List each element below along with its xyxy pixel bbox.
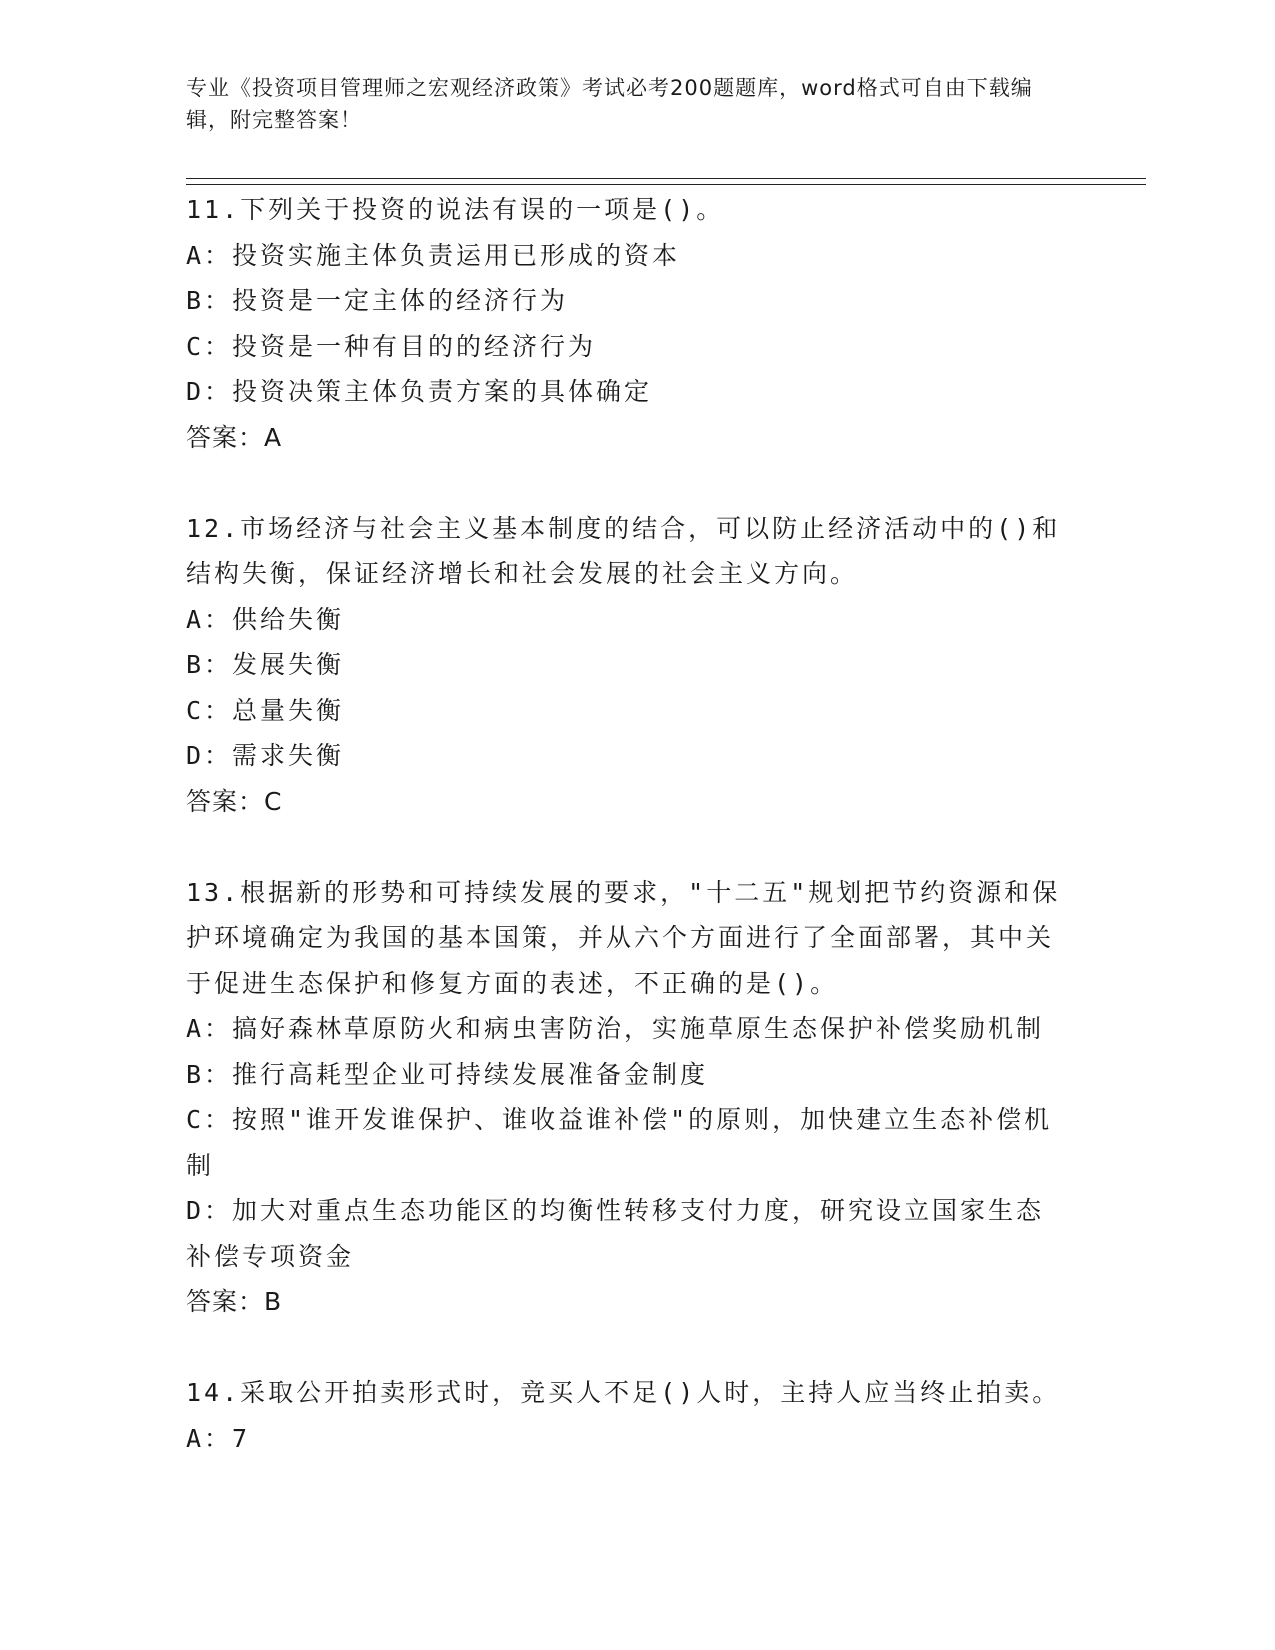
question-14 bbox=[186, 1370, 1071, 1461]
question-text: 13.根据新的形势和可持续发展的要求，"十二五"规划把节约资源和保护环境确定为我国的基本国策，并从六个方面进行了全面部署，其中关于促进生态保护和修复方面的表述，不正确的是()。 bbox=[186, 877, 1061, 998]
header-intro: 专业《投资项目管理师之宏观经济政策》考试必考200题题库，word格式可自由下载编辑，附完整答案！ bbox=[186, 76, 1033, 132]
option-c: C：按照"谁开发谁保护、谁收益谁补偿"的原则，加快建立生态补偿机制 bbox=[186, 1105, 1053, 1180]
option-d: D：加大对重点生态功能区的均衡性转移支付力度，研究设立国家生态补偿专项资金 bbox=[186, 1196, 1045, 1271]
option-a: A：搞好森林草原防火和病虫害防治，实施草原生态保护补偿奖励机制 bbox=[186, 1014, 1045, 1043]
question-13 bbox=[186, 870, 1071, 1325]
document-header bbox=[186, 72, 1066, 136]
option-b: B：投资是一定主体的经济行为 bbox=[186, 286, 569, 315]
answer-line: 答案：A bbox=[186, 422, 283, 452]
option-d: D：投资决策主体负责方案的具体确定 bbox=[186, 377, 653, 406]
question-list bbox=[186, 187, 1071, 1507]
question-text: 12.市场经济与社会主义基本制度的结合，可以防止经济活动中的()和结构失衡，保证经济增长和社会发展的社会主义方向。 bbox=[186, 513, 1061, 588]
question-11 bbox=[186, 187, 1071, 460]
answer-line: 答案：C bbox=[186, 786, 283, 816]
option-c: C：总量失衡 bbox=[186, 695, 345, 725]
option-c: C：投资是一种有目的的经济行为 bbox=[186, 331, 597, 361]
option-b: B：发展失衡 bbox=[186, 650, 345, 679]
option-a: A：供给失衡 bbox=[186, 604, 345, 634]
option-a: A：7 bbox=[186, 1423, 251, 1453]
question-12 bbox=[186, 506, 1071, 825]
answer-line: 答案：B bbox=[186, 1287, 283, 1316]
option-b: B：推行高耗型企业可持续发展准备金制度 bbox=[186, 1059, 709, 1089]
question-text: 14.采取公开拍卖形式时，竞买人不足()人时，主持人应当终止拍卖。 bbox=[186, 1378, 1061, 1407]
question-text: 11.下列关于投资的说法有误的一项是()。 bbox=[186, 195, 725, 224]
option-d: D：需求失衡 bbox=[186, 741, 345, 770]
header-divider-bottom bbox=[186, 184, 1146, 185]
header-divider-top bbox=[186, 178, 1146, 179]
option-a: A：投资实施主体负责运用已形成的资本 bbox=[186, 240, 681, 270]
